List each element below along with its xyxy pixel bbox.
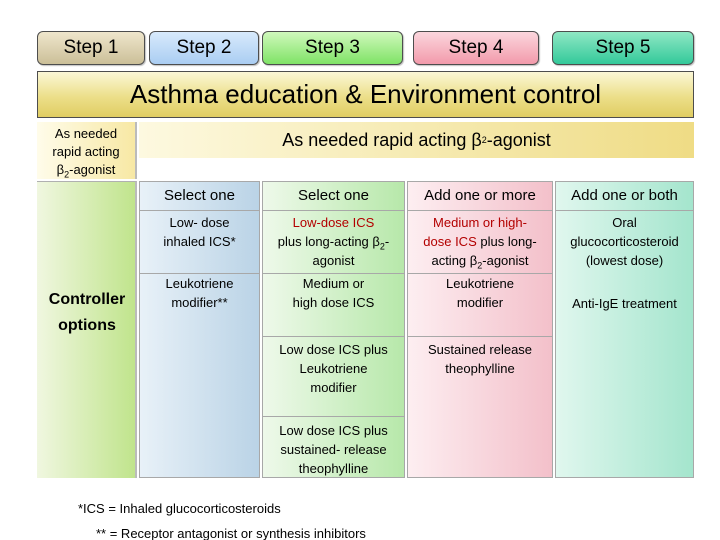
cell-line: glucocorticosteroid (570, 234, 679, 249)
footnote-receptor: ** = Receptor antagonist or synthesis inhibitors (96, 526, 366, 540)
cell-line: Leukotriene (299, 361, 368, 376)
divider (139, 210, 260, 211)
treatment-cell (555, 294, 694, 313)
cell-line (407, 232, 553, 251)
controller-line1: Controller (48, 291, 126, 308)
footnote-ics: *ICS = Inhaled glucocorticosteroids (78, 501, 281, 516)
cell-line: Oral (612, 215, 637, 230)
cell-line: Medium or (302, 276, 365, 291)
cell-text: - (384, 234, 390, 249)
cell-text: plus long- (476, 234, 537, 249)
controller-options-label (37, 287, 137, 339)
cell-line: modifier** (171, 295, 228, 310)
cell-text: -agonist (482, 253, 529, 268)
cell-line: Low- dose (169, 215, 230, 230)
cell-line: Low dose ICS plus (279, 423, 388, 438)
cell-line: theophylline (298, 461, 369, 476)
treatment-cell (555, 213, 694, 270)
treatment-cell (407, 274, 553, 312)
as-needed-bar-suffix: -agonist (486, 129, 551, 150)
treatment-cell (407, 213, 553, 270)
cell-line: (lowest dose) (585, 253, 664, 268)
cell-text: acting β (431, 253, 478, 268)
as-needed-bar: As needed rapid acting β 2 -agonist (139, 122, 694, 158)
step-2-label: Step 2 (176, 37, 232, 58)
cell-line: theophylline (445, 361, 515, 376)
step-4-tab[interactable] (413, 31, 539, 65)
cell-line: inhaled ICS* (163, 234, 236, 249)
divider (262, 210, 405, 211)
step-5-label: Step 5 (595, 37, 651, 58)
beta-symbol: β (56, 162, 65, 177)
agonist-suffix: -agonist (69, 162, 116, 177)
beta-subscript: 2 (379, 241, 385, 252)
divider (262, 416, 405, 417)
cell-line: high dose ICS (292, 295, 375, 310)
controller-line2: options (58, 317, 116, 334)
as-needed-label-line3 (37, 161, 135, 179)
step-1-tab[interactable] (37, 31, 145, 65)
cell-line: Anti-IgE treatment (572, 296, 677, 311)
banner-title: Asthma education & Environment control (129, 79, 602, 109)
cell-line (407, 251, 553, 270)
treatment-cell (262, 213, 405, 270)
divider (555, 210, 694, 211)
cell-text: plus long-acting β (277, 234, 380, 249)
as-needed-label-line1: As needed (54, 126, 118, 141)
step-4-label: Step 4 (448, 37, 504, 58)
treatment-cell (262, 340, 405, 397)
column-header: Add one or more (424, 187, 536, 204)
divider (407, 336, 553, 337)
cell-line: Low-dose ICS (292, 215, 375, 230)
cell-text: dose ICS (423, 234, 477, 249)
treatment-cell (139, 274, 260, 312)
cell-line: modifier (456, 295, 504, 310)
step-3-label: Step 3 (305, 37, 360, 58)
cell-line: agonist (312, 253, 355, 268)
step-1-label: Step 1 (63, 37, 119, 58)
education-banner (37, 71, 694, 118)
cell-line: modifier (310, 380, 357, 395)
treatment-cell (262, 421, 405, 478)
column-header: Select one (164, 187, 235, 204)
as-needed-row-label (37, 122, 137, 179)
beta-subscript: 2 (477, 260, 483, 271)
cell-line: Medium or high- (433, 215, 527, 230)
step-3-tab[interactable] (262, 31, 403, 65)
column-header: Add one or both (571, 187, 678, 204)
treatment-cell (262, 274, 405, 312)
step-5-tab[interactable] (552, 31, 694, 65)
as-needed-bar-prefix: As needed rapid acting β (282, 129, 482, 150)
cell-line: Leukotriene (446, 276, 514, 291)
beta-subscript: 2 (64, 169, 70, 180)
cell-line (262, 232, 405, 251)
step-2-tab[interactable] (149, 31, 259, 65)
column-header: Select one (298, 187, 369, 204)
treatment-cell (139, 213, 260, 251)
cell-line: Leukotriene (165, 276, 234, 291)
divider (262, 336, 405, 337)
cell-line: sustained- release (280, 442, 387, 457)
as-needed-label-line2: rapid acting (52, 144, 120, 159)
divider (407, 210, 553, 211)
cell-line: Sustained release (427, 342, 533, 357)
treatment-cell (407, 340, 553, 378)
cell-line: Low dose ICS plus (279, 342, 388, 357)
